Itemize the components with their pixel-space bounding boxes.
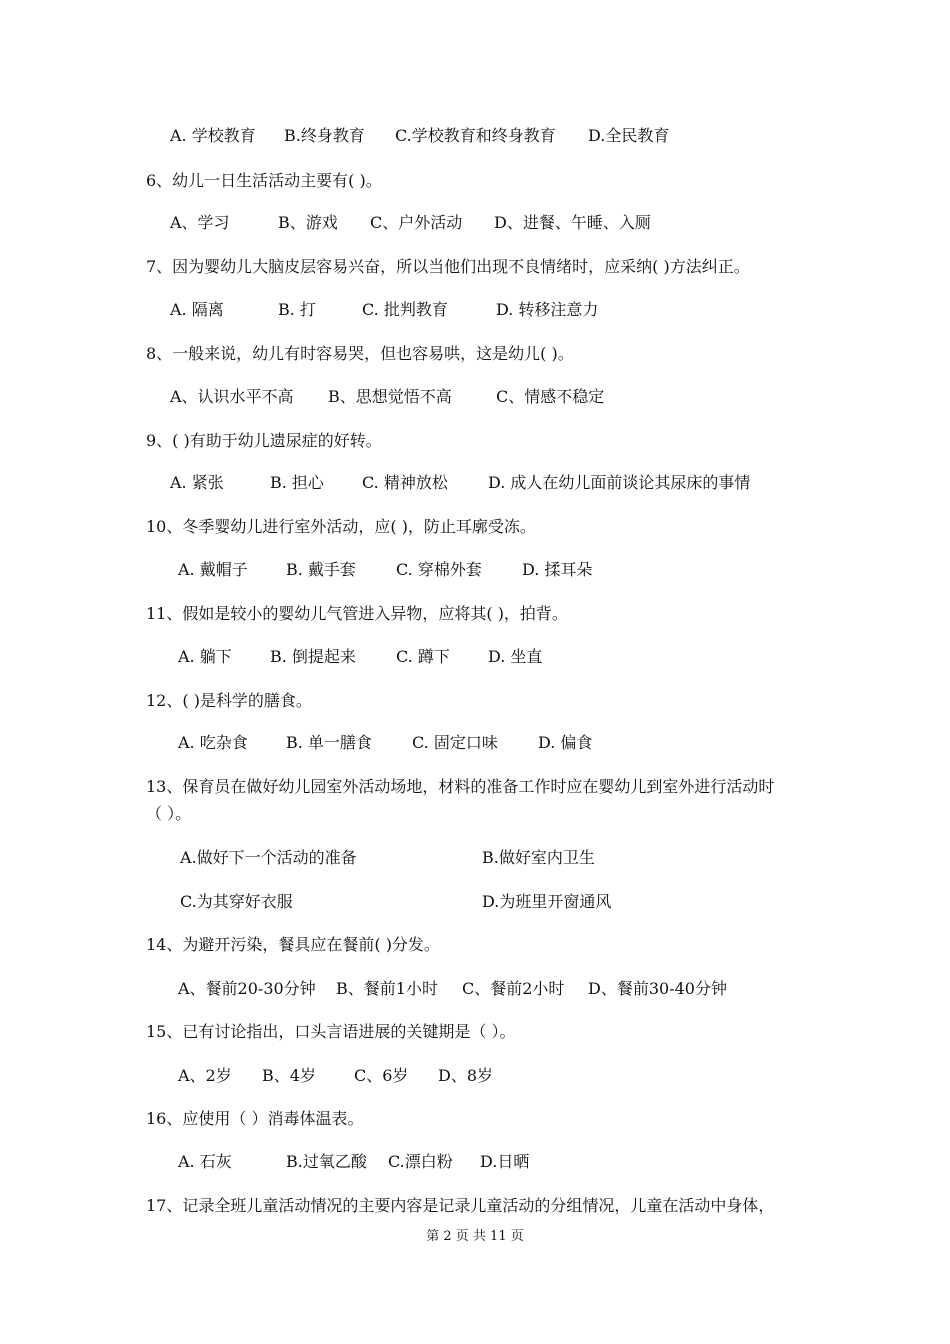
q6-question: 6、幼儿一日生活活动主要有( )。 bbox=[146, 171, 382, 190]
q5-option-c: C.学校教育和终身教育 bbox=[395, 126, 556, 145]
q12-option-b: B. 单一膳食 bbox=[286, 733, 372, 752]
q8-question: 8、一般来说，幼儿有时容易哭，但也容易哄，这是幼儿( )。 bbox=[146, 344, 574, 363]
q6-option-b: B、游戏 bbox=[278, 213, 338, 232]
q13-question-cont: （ ）。 bbox=[146, 804, 192, 823]
q15-option-c: C、6岁 bbox=[354, 1066, 409, 1085]
q5-option-b: B.终身教育 bbox=[284, 126, 365, 145]
q14-question: 14、为避开污染，餐具应在餐前( )分发。 bbox=[146, 935, 440, 954]
q8-option-b: B、思想觉悟不高 bbox=[328, 387, 452, 406]
q11-option-c: C. 蹲下 bbox=[396, 647, 450, 666]
q9-option-b: B. 担心 bbox=[270, 473, 324, 492]
q10-option-d: D. 揉耳朵 bbox=[522, 560, 593, 579]
q7-question: 7、因为婴幼儿大脑皮层容易兴奋，所以当他们出现不良情绪时，应采纳( )方法纠正。 bbox=[146, 257, 750, 276]
q15-option-d: D、8岁 bbox=[438, 1066, 494, 1085]
q7-option-a: A. 隔离 bbox=[170, 300, 224, 319]
q13-option-d: D.为班里开窗通风 bbox=[482, 892, 612, 911]
q14-option-d: D、餐前30-40分钟 bbox=[588, 979, 727, 998]
q13-option-b: B.做好室内卫生 bbox=[482, 848, 595, 867]
q14-option-a: A、餐前20-30分钟 bbox=[178, 979, 316, 998]
q6-option-d: D、进餐、午睡、入厕 bbox=[494, 213, 651, 232]
q16-question: 16、应使用（ ）消毒体温表。 bbox=[146, 1109, 364, 1128]
q9-question: 9、( )有助于幼儿遗尿症的好转。 bbox=[146, 431, 382, 450]
q9-option-a: A. 紧张 bbox=[170, 473, 224, 492]
q12-option-d: D. 偏食 bbox=[538, 733, 593, 752]
q13-question: 13、保育员在做好幼儿园室外活动场地，材料的准备工作时应在婴幼儿到室外进行活动时 bbox=[146, 777, 775, 796]
q8-option-a: A、认识水平不高 bbox=[170, 387, 294, 406]
q7-option-d: D. 转移注意力 bbox=[496, 300, 599, 319]
q8-option-c: C、情感不稳定 bbox=[496, 387, 605, 406]
q16-option-c: C.漂白粉 bbox=[388, 1152, 453, 1171]
q14-option-b: B、餐前1小时 bbox=[336, 979, 438, 998]
q16-option-a: A. 石灰 bbox=[178, 1152, 232, 1171]
q17-question: 17、记录全班儿童活动情况的主要内容是记录儿童活动的分组情况，儿童在活动中身体， bbox=[146, 1196, 775, 1215]
q16-option-d: D.日晒 bbox=[480, 1152, 530, 1171]
q5-option-a: A. 学校教育 bbox=[170, 126, 256, 145]
q11-option-a: A. 躺下 bbox=[178, 647, 232, 666]
q12-option-a: A. 吃杂食 bbox=[178, 733, 248, 752]
q7-option-b: B. 打 bbox=[278, 300, 316, 319]
q16-option-b: B.过氧乙酸 bbox=[286, 1152, 367, 1171]
q5-option-d: D.全民教育 bbox=[588, 126, 670, 145]
q10-question: 10、冬季婴幼儿进行室外活动，应( )，防止耳廓受冻。 bbox=[146, 517, 536, 536]
q7-option-c: C. 批判教育 bbox=[362, 300, 448, 319]
q12-question: 12、( )是科学的膳食。 bbox=[146, 691, 312, 710]
q15-question: 15、已有讨论指出，口头言语进展的关键期是（ ）。 bbox=[146, 1022, 516, 1041]
q9-option-c: C. 精神放松 bbox=[362, 473, 448, 492]
q10-option-a: A. 戴帽子 bbox=[178, 560, 248, 579]
q15-option-b: B、4岁 bbox=[262, 1066, 316, 1085]
q6-option-a: A、学习 bbox=[170, 213, 230, 232]
q11-question: 11、假如是较小的婴幼儿气管进入异物，应将其( )，拍背。 bbox=[146, 604, 568, 623]
q13-option-c: C.为其穿好衣服 bbox=[180, 892, 293, 911]
q10-option-c: C. 穿棉外套 bbox=[396, 560, 482, 579]
q9-option-d: D. 成人在幼儿面前谈论其尿床的事情 bbox=[488, 473, 751, 492]
page-number: 第 2 页 共 11 页 bbox=[426, 1229, 524, 1244]
q12-option-c: C. 固定口味 bbox=[412, 733, 498, 752]
q14-option-c: C、餐前2小时 bbox=[462, 979, 565, 998]
q15-option-a: A、2岁 bbox=[178, 1066, 232, 1085]
q6-option-c: C、户外活动 bbox=[370, 213, 463, 232]
q11-option-d: D. 坐直 bbox=[488, 647, 543, 666]
q10-option-b: B. 戴手套 bbox=[286, 560, 356, 579]
q11-option-b: B. 倒提起来 bbox=[270, 647, 356, 666]
q13-option-a: A.做好下一个活动的准备 bbox=[180, 848, 357, 867]
